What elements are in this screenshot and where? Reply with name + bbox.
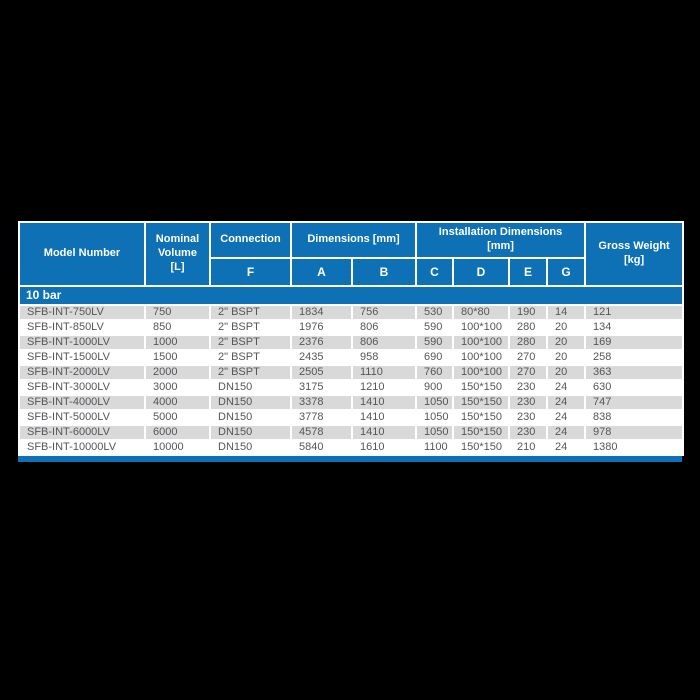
header-letter-c: C (416, 258, 453, 286)
cell-model-number: SFB-INT-3000LV (19, 380, 145, 395)
cell-connection-f: 2" BSPT (210, 365, 291, 380)
cell-nominal-volume: 3000 (145, 380, 210, 395)
cell-nominal-volume: 850 (145, 320, 210, 335)
header-nominal-volume-unit: [L] (170, 260, 185, 273)
cell-installation-c: 760 (416, 365, 453, 380)
cell-gross-weight: 169 (585, 335, 683, 350)
cell-dimension-a: 2376 (291, 335, 352, 350)
cell-dimension-a: 2435 (291, 350, 352, 365)
section-label: 10 bar (19, 286, 683, 305)
cell-dimension-b: 1410 (352, 410, 416, 425)
header-dimensions-label: Dimensions [mm] (307, 233, 400, 246)
cell-installation-g: 20 (547, 335, 585, 350)
table-body (19, 286, 683, 455)
cell-installation-c: 900 (416, 380, 453, 395)
cell-connection-f: DN150 (210, 440, 291, 455)
cell-dimension-a: 3778 (291, 410, 352, 425)
cell-connection-f: 2" BSPT (210, 305, 291, 320)
cell-installation-g: 14 (547, 305, 585, 320)
cell-nominal-volume: 2000 (145, 365, 210, 380)
header-installation-line1: Installation Dimensions (438, 226, 563, 239)
cell-installation-e: 280 (509, 335, 547, 350)
cell-gross-weight: 838 (585, 410, 683, 425)
cell-installation-d: 100*100 (453, 335, 509, 350)
cell-connection-f: DN150 (210, 380, 291, 395)
header-model-number (19, 222, 145, 286)
cell-installation-g: 24 (547, 410, 585, 425)
table-row (19, 365, 683, 380)
header-letter-a: A (291, 258, 352, 286)
cell-dimension-b: 806 (352, 320, 416, 335)
cell-installation-d: 80*80 (453, 305, 509, 320)
cell-dimension-a: 3175 (291, 380, 352, 395)
cell-installation-e: 230 (509, 410, 547, 425)
cell-installation-d: 100*100 (453, 320, 509, 335)
cell-nominal-volume: 1500 (145, 350, 210, 365)
cell-dimension-b: 958 (352, 350, 416, 365)
cell-installation-e: 230 (509, 425, 547, 440)
table-row (19, 350, 683, 365)
cell-installation-g: 24 (547, 425, 585, 440)
cell-installation-c: 1050 (416, 395, 453, 410)
cell-installation-d: 100*100 (453, 350, 509, 365)
cell-model-number: SFB-INT-4000LV (19, 395, 145, 410)
header-letter-d: D (453, 258, 509, 286)
cell-installation-c: 590 (416, 320, 453, 335)
cell-dimension-b: 1110 (352, 365, 416, 380)
cell-connection-f: DN150 (210, 425, 291, 440)
spec-table-container (18, 221, 682, 462)
cell-installation-d: 150*150 (453, 410, 509, 425)
cell-nominal-volume: 6000 (145, 425, 210, 440)
header-nominal-volume-line1: Nominal (155, 233, 200, 246)
cell-model-number: SFB-INT-750LV (19, 305, 145, 320)
cell-model-number: SFB-INT-5000LV (19, 410, 145, 425)
cell-installation-g: 24 (547, 380, 585, 395)
cell-gross-weight: 1380 (585, 440, 683, 455)
header-row-groups (19, 222, 683, 258)
cell-installation-c: 1050 (416, 425, 453, 440)
cell-gross-weight: 747 (585, 395, 683, 410)
table-row (19, 395, 683, 410)
header-nominal-volume (145, 222, 210, 286)
table-header (19, 222, 683, 286)
cell-installation-e: 190 (509, 305, 547, 320)
cell-dimension-a: 5840 (291, 440, 352, 455)
cell-nominal-volume: 10000 (145, 440, 210, 455)
cell-model-number: SFB-INT-10000LV (19, 440, 145, 455)
header-installation-unit: [mm] (487, 240, 514, 252)
cell-installation-d: 150*150 (453, 440, 509, 455)
cell-model-number: SFB-INT-1000LV (19, 335, 145, 350)
cell-installation-c: 590 (416, 335, 453, 350)
header-gross-weight-line1: Gross Weight (598, 240, 670, 253)
cell-installation-c: 1050 (416, 410, 453, 425)
cell-installation-g: 24 (547, 395, 585, 410)
cell-installation-d: 100*100 (453, 365, 509, 380)
header-model-number-label: Model Number (43, 247, 121, 260)
section-row-10-bar (19, 286, 683, 305)
cell-connection-f: 2" BSPT (210, 320, 291, 335)
cell-installation-c: 530 (416, 305, 453, 320)
cell-dimension-b: 1210 (352, 380, 416, 395)
cell-model-number: SFB-INT-6000LV (19, 425, 145, 440)
table-row (19, 425, 683, 440)
cell-gross-weight: 134 (585, 320, 683, 335)
cell-installation-d: 150*150 (453, 395, 509, 410)
cell-dimension-a: 4578 (291, 425, 352, 440)
cell-model-number: SFB-INT-1500LV (19, 350, 145, 365)
cell-dimension-b: 806 (352, 335, 416, 350)
header-nominal-volume-line2: Volume (158, 247, 197, 260)
table-row (19, 335, 683, 350)
cell-dimension-b: 1410 (352, 395, 416, 410)
table-row (19, 320, 683, 335)
cell-installation-c: 690 (416, 350, 453, 365)
cell-nominal-volume: 750 (145, 305, 210, 320)
cell-installation-g: 20 (547, 350, 585, 365)
table-row (19, 380, 683, 395)
table-row (19, 410, 683, 425)
header-gross-weight (585, 222, 683, 286)
cell-gross-weight: 630 (585, 380, 683, 395)
header-letter-f: F (210, 258, 291, 286)
header-installation-dimensions (416, 222, 585, 258)
cell-gross-weight: 978 (585, 425, 683, 440)
cell-gross-weight: 363 (585, 365, 683, 380)
cell-connection-f: DN150 (210, 410, 291, 425)
cell-installation-d: 150*150 (453, 425, 509, 440)
cell-model-number: SFB-INT-2000LV (19, 365, 145, 380)
cell-nominal-volume: 1000 (145, 335, 210, 350)
cell-installation-e: 230 (509, 395, 547, 410)
header-dimensions (291, 222, 416, 258)
cell-dimension-b: 1610 (352, 440, 416, 455)
cell-installation-e: 270 (509, 365, 547, 380)
cell-installation-e: 270 (509, 350, 547, 365)
cell-nominal-volume: 5000 (145, 410, 210, 425)
cell-installation-e: 280 (509, 320, 547, 335)
cell-connection-f: DN150 (210, 395, 291, 410)
header-connection-label: Connection (220, 233, 281, 246)
cell-dimension-a: 2505 (291, 365, 352, 380)
cell-gross-weight: 121 (585, 305, 683, 320)
cell-dimension-a: 3378 (291, 395, 352, 410)
cell-installation-d: 150*150 (453, 380, 509, 395)
header-letter-b: B (352, 258, 416, 286)
table-row (19, 305, 683, 320)
cell-dimension-b: 1410 (352, 425, 416, 440)
cell-connection-f: 2" BSPT (210, 350, 291, 365)
spec-table (18, 221, 684, 456)
cell-installation-g: 20 (547, 365, 585, 380)
cell-connection-f: 2" BSPT (210, 335, 291, 350)
cell-gross-weight: 258 (585, 350, 683, 365)
table-bottom-accent-bar (18, 456, 682, 462)
cell-nominal-volume: 4000 (145, 395, 210, 410)
header-gross-weight-unit: [kg] (623, 254, 645, 266)
header-connection (210, 222, 291, 258)
cell-installation-g: 20 (547, 320, 585, 335)
cell-installation-g: 24 (547, 440, 585, 455)
header-letter-e: E (509, 258, 547, 286)
table-row (19, 440, 683, 455)
header-letter-g: G (547, 258, 585, 286)
cell-installation-e: 210 (509, 440, 547, 455)
cell-installation-e: 230 (509, 380, 547, 395)
cell-installation-c: 1100 (416, 440, 453, 455)
cell-dimension-b: 756 (352, 305, 416, 320)
cell-dimension-a: 1834 (291, 305, 352, 320)
cell-dimension-a: 1976 (291, 320, 352, 335)
cell-model-number: SFB-INT-850LV (19, 320, 145, 335)
